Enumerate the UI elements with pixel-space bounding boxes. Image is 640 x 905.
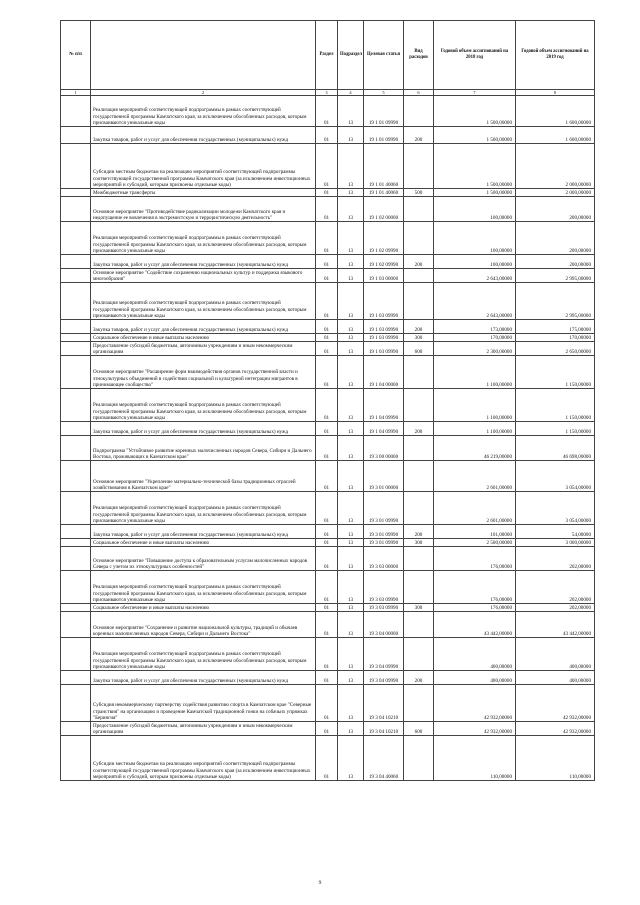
row-expense-type-cell — [404, 197, 434, 222]
row-allocation-2019-cell: 400,00000 — [516, 638, 595, 671]
row-target-article-cell: 19 1 02 09990 — [364, 255, 404, 269]
row-allocation-2018-cell: 2 601,00000 — [434, 461, 516, 492]
row-section-cell: 01 — [316, 547, 338, 571]
row-expense-type-cell — [404, 612, 434, 638]
row-target-article-cell: 19 1 01 40060 — [364, 189, 404, 197]
row-section-cell: 01 — [316, 492, 338, 525]
row-name-cell: Основное мероприятие "Расширение форм взаимодействия органов государственной власти и этнокультурных объединений в содействии социальной и культурной интеграции мигрантов в принимающее сообщество" — [91, 356, 316, 389]
row-expense-type-cell: 300 — [404, 539, 434, 547]
row-allocation-2019-cell: 2 995,00000 — [516, 269, 595, 283]
col-index: 7 — [434, 90, 516, 96]
col-header-name — [91, 21, 316, 90]
row-subsection-cell: 13 — [338, 189, 364, 197]
row-target-article-cell: 19 3 04 40060 — [364, 736, 404, 781]
row-section-cell: 01 — [316, 736, 338, 781]
row-allocation-2018-cell: 42 932,00000 — [434, 722, 516, 736]
row-number-cell — [61, 492, 91, 525]
row-target-article-cell: 19 3 04 10210 — [364, 722, 404, 736]
table-row — [61, 197, 595, 222]
row-subsection-cell: 13 — [338, 422, 364, 436]
table-row — [61, 571, 595, 604]
row-section-cell: 01 — [316, 422, 338, 436]
col-index: 6 — [404, 90, 434, 96]
row-subsection-cell: 13 — [338, 283, 364, 320]
row-subsection-cell: 13 — [338, 671, 364, 685]
row-allocation-2019-cell: 202,00000 — [516, 604, 595, 612]
row-number-cell — [61, 736, 91, 781]
table-row — [61, 222, 595, 255]
row-number-cell — [61, 539, 91, 547]
table-row — [61, 685, 595, 722]
row-target-article-cell: 19 1 03 09990 — [364, 320, 404, 334]
row-number-cell — [61, 255, 91, 269]
row-expense-type-cell — [404, 638, 434, 671]
row-name-cell: Социальное обеспечение и иные выплаты населению — [91, 334, 316, 342]
row-target-article-cell: 19 1 01 09990 — [364, 127, 404, 144]
row-allocation-2019-cell: 3 054,00000 — [516, 492, 595, 525]
row-name-cell: Закупка товаров, работ и услуг для обеспечения государственных (муниципальных) нужд — [91, 127, 316, 144]
row-name-cell: Реализация мероприятий соответствующей подпрограммы в рамках соответствующей государственной программы Камчатского края, за исключением обособленных расходов, которым присваиваются уникальные коды — [91, 638, 316, 671]
row-allocation-2018-cell: 100,00000 — [434, 197, 516, 222]
row-target-article-cell: 19 1 02 00000 — [364, 197, 404, 222]
row-subsection-cell: 13 — [338, 269, 364, 283]
row-expense-type-cell — [404, 492, 434, 525]
row-section-cell: 01 — [316, 612, 338, 638]
row-name-cell: Закупка товаров, работ и услуг для обеспечения государственных (муниципальных) нужд — [91, 255, 316, 269]
row-subsection-cell: 13 — [338, 255, 364, 269]
row-expense-type-cell: 600 — [404, 342, 434, 356]
table-row — [61, 638, 595, 671]
budget-table — [60, 20, 595, 781]
row-number-cell — [61, 356, 91, 389]
row-allocation-2018-cell: 400,00000 — [434, 671, 516, 685]
row-allocation-2019-cell: 54,00000 — [516, 525, 595, 539]
row-allocation-2019-cell: 170,00000 — [516, 334, 595, 342]
col-header-expense-type: Вид расходов — [404, 21, 434, 90]
table-row — [61, 189, 595, 197]
row-expense-type-cell: 200 — [404, 422, 434, 436]
table-row — [61, 269, 595, 283]
row-name-cell: Реализация мероприятий соответствующей подпрограммы в рамках соответствующей государственной программы Камчатского края, за исключением обособленных расходов, которым присваиваются уникальные коды — [91, 571, 316, 604]
row-expense-type-cell: 200 — [404, 525, 434, 539]
row-target-article-cell: 19 3 01 00000 — [364, 461, 404, 492]
row-subsection-cell: 13 — [338, 722, 364, 736]
row-name-cell: Основное мероприятие "Сохранение и развитие национальной культуры, традиций и обычаев коренных малочисленных народов Севера, Сибири и Дальнего Востока" — [91, 612, 316, 638]
row-expense-type-cell: 200 — [404, 255, 434, 269]
row-section-cell: 01 — [316, 96, 338, 127]
row-name-cell: Предоставление субсидий бюджетным, автономным учреждениям и иным некоммерческим организациям — [91, 722, 316, 736]
row-allocation-2019-cell: 202,00000 — [516, 547, 595, 571]
row-target-article-cell: 19 1 04 00000 — [364, 356, 404, 389]
row-number-cell — [61, 612, 91, 638]
row-expense-type-cell — [404, 547, 434, 571]
row-allocation-2018-cell: 1 100,00000 — [434, 422, 516, 436]
row-number-cell — [61, 436, 91, 461]
row-expense-type-cell — [404, 571, 434, 604]
row-section-cell: 01 — [316, 356, 338, 389]
row-subsection-cell: 13 — [338, 539, 364, 547]
row-expense-type-cell — [404, 96, 434, 127]
row-expense-type-cell: 500 — [404, 189, 434, 197]
row-section-cell: 01 — [316, 269, 338, 283]
col-header-allocation-2019: Годовой объем ассигнований на 2019 год — [516, 21, 595, 90]
row-allocation-2018-cell: 2 500,00000 — [434, 539, 516, 547]
row-allocation-2019-cell: 2 995,00000 — [516, 283, 595, 320]
row-number-cell — [61, 222, 91, 255]
row-target-article-cell: 19 1 02 09990 — [364, 222, 404, 255]
row-number-cell — [61, 269, 91, 283]
row-subsection-cell: 13 — [338, 571, 364, 604]
table-row — [61, 422, 595, 436]
row-allocation-2018-cell: 2 601,00000 — [434, 492, 516, 525]
row-number-cell — [61, 422, 91, 436]
row-allocation-2019-cell: 200,00000 — [516, 197, 595, 222]
table-row — [61, 389, 595, 422]
row-expense-type-cell: 200 — [404, 320, 434, 334]
row-number-cell — [61, 127, 91, 144]
row-name-cell: Субсидии местным бюджетам на реализацию мероприятий соответствующей подпрограммы соответствующей государственной программы Камчатского края (за исключением инвестиционных мероприятий и субсидий, которым присвоены отдельные коды) — [91, 736, 316, 781]
col-index: 1 — [61, 90, 91, 96]
row-name-cell: Основное мероприятие "Укрепление материально-технической базы традиционных отраслей хозяйствования в Камчатском крае" — [91, 461, 316, 492]
col-header-allocation-2018: Годовой объем ассигнований на 2018 год — [434, 21, 516, 90]
row-expense-type-cell — [404, 269, 434, 283]
table-row — [61, 342, 595, 356]
row-target-article-cell: 19 1 03 09990 — [364, 342, 404, 356]
row-number-cell — [61, 197, 91, 222]
col-index: 5 — [364, 90, 404, 96]
row-number-cell — [61, 342, 91, 356]
table-row — [61, 436, 595, 461]
header-row — [61, 21, 595, 90]
row-number-cell — [61, 671, 91, 685]
row-subsection-cell: 13 — [338, 127, 364, 144]
row-number-cell — [61, 547, 91, 571]
row-allocation-2019-cell: 2 650,00000 — [516, 342, 595, 356]
row-section-cell: 01 — [316, 389, 338, 422]
row-section-cell: 01 — [316, 685, 338, 722]
row-allocation-2019-cell: 202,00000 — [516, 571, 595, 604]
table-row — [61, 144, 595, 189]
row-target-article-cell: 19 1 03 09990 — [364, 283, 404, 320]
row-subsection-cell: 13 — [338, 685, 364, 722]
row-allocation-2019-cell: 1 150,00000 — [516, 389, 595, 422]
table-row — [61, 525, 595, 539]
row-allocation-2018-cell: 173,00000 — [434, 320, 516, 334]
row-expense-type-cell — [404, 356, 434, 389]
row-subsection-cell: 13 — [338, 461, 364, 492]
table-row — [61, 722, 595, 736]
table-row — [61, 612, 595, 638]
row-subsection-cell: 13 — [338, 638, 364, 671]
table-row — [61, 604, 595, 612]
table-row — [61, 461, 595, 492]
table-row — [61, 492, 595, 525]
row-section-cell: 01 — [316, 671, 338, 685]
row-allocation-2018-cell: 2 643,00000 — [434, 269, 516, 283]
row-allocation-2018-cell: 1 500,00000 — [434, 96, 516, 127]
row-section-cell: 01 — [316, 320, 338, 334]
row-name-cell: Основное мероприятие "Противодействие радикализации молодежи Камчатского края и недопущение ее вовлечения в экстремистскую и террористическую деятельность" — [91, 197, 316, 222]
row-name-cell: Реализация мероприятий соответствующей подпрограммы в рамках соответствующей государственной программы Камчатского края, за исключением обособленных расходов, которым присваиваются уникальные коды — [91, 389, 316, 422]
table-row — [61, 320, 595, 334]
row-section-cell: 01 — [316, 283, 338, 320]
table-row — [61, 96, 595, 127]
row-allocation-2018-cell: 176,00000 — [434, 547, 516, 571]
row-name-cell: Социальное обеспечение и иные выплаты населению — [91, 539, 316, 547]
row-expense-type-cell: 300 — [404, 604, 434, 612]
row-section-cell: 01 — [316, 222, 338, 255]
col-index: 4 — [338, 90, 364, 96]
row-section-cell: 01 — [316, 334, 338, 342]
row-allocation-2018-cell: 1 500,00000 — [434, 144, 516, 189]
row-name-cell: Основное мероприятие "Повышение доступа к образовательным услугам малочисленных народов Севера с учетом их этнокультурных особенностей" — [91, 547, 316, 571]
row-allocation-2018-cell: 1 100,00000 — [434, 356, 516, 389]
row-allocation-2019-cell: 46 698,00000 — [516, 436, 595, 461]
row-allocation-2018-cell: 170,00000 — [434, 334, 516, 342]
row-allocation-2019-cell: 1 150,00000 — [516, 356, 595, 389]
row-allocation-2018-cell: 42 932,00000 — [434, 685, 516, 722]
row-number-cell — [61, 571, 91, 604]
row-subsection-cell: 13 — [338, 144, 364, 189]
row-expense-type-cell — [404, 283, 434, 320]
row-allocation-2019-cell: 1 600,00000 — [516, 96, 595, 127]
row-section-cell: 01 — [316, 571, 338, 604]
row-section-cell: 01 — [316, 604, 338, 612]
row-name-cell: Предоставление субсидий бюджетным, автономным учреждениям и иным некоммерческим организациям — [91, 342, 316, 356]
row-number-cell — [61, 96, 91, 127]
row-subsection-cell: 13 — [338, 96, 364, 127]
row-expense-type-cell — [404, 144, 434, 189]
row-allocation-2018-cell: 2 643,00000 — [434, 283, 516, 320]
row-name-cell: Закупка товаров, работ и услуг для обеспечения государственных (муниципальных) нужд — [91, 525, 316, 539]
row-target-article-cell: 19 3 01 09990 — [364, 525, 404, 539]
row-section-cell: 01 — [316, 436, 338, 461]
row-name-cell: Закупка товаров, работ и услуг для обеспечения государственных (муниципальных) нужд — [91, 671, 316, 685]
row-number-cell — [61, 189, 91, 197]
row-subsection-cell: 13 — [338, 436, 364, 461]
table-row — [61, 671, 595, 685]
row-allocation-2019-cell: 3 000,00000 — [516, 539, 595, 547]
row-allocation-2019-cell: 42 932,00000 — [516, 722, 595, 736]
row-subsection-cell: 13 — [338, 547, 364, 571]
row-allocation-2018-cell: 100,00000 — [434, 222, 516, 255]
col-header-number: № п/п — [61, 21, 91, 90]
row-number-cell — [61, 638, 91, 671]
row-number-cell — [61, 525, 91, 539]
page-number: 9 — [318, 880, 322, 886]
row-allocation-2019-cell: 110,00000 — [516, 736, 595, 781]
table-row — [61, 334, 595, 342]
row-allocation-2019-cell: 43 442,00000 — [516, 612, 595, 638]
budget-table-sheet — [60, 20, 594, 781]
row-target-article-cell: 19 3 00 00000 — [364, 436, 404, 461]
row-name-cell: Межбюджетные трансферты — [91, 189, 316, 197]
row-section-cell: 01 — [316, 461, 338, 492]
row-number-cell — [61, 722, 91, 736]
row-allocation-2019-cell: 1 150,00000 — [516, 422, 595, 436]
row-section-cell: 01 — [316, 539, 338, 547]
row-allocation-2018-cell: 176,00000 — [434, 604, 516, 612]
row-number-cell — [61, 685, 91, 722]
row-subsection-cell: 13 — [338, 525, 364, 539]
row-section-cell: 01 — [316, 525, 338, 539]
row-target-article-cell: 19 1 04 09990 — [364, 389, 404, 422]
row-allocation-2018-cell: 110,00000 — [434, 736, 516, 781]
row-allocation-2019-cell: 200,00000 — [516, 255, 595, 269]
col-header-section: Раздел — [316, 21, 338, 90]
row-subsection-cell: 13 — [338, 320, 364, 334]
row-allocation-2019-cell: 3 054,00000 — [516, 461, 595, 492]
row-target-article-cell: 19 1 01 09990 — [364, 96, 404, 127]
row-subsection-cell: 13 — [338, 604, 364, 612]
table-row — [61, 127, 595, 144]
row-name-cell: Социальное обеспечение и иные выплаты населению — [91, 604, 316, 612]
row-target-article-cell: 19 3 01 09990 — [364, 492, 404, 525]
row-section-cell: 01 — [316, 722, 338, 736]
row-name-cell: Реализация мероприятий соответствующей подпрограммы в рамках соответствующей государственной программы Камчатского края, за исключением обособленных расходов, которым присваиваются уникальные коды — [91, 222, 316, 255]
table-body — [61, 96, 595, 781]
row-name-cell: Субсидия некоммерческому партнерству содействия развитию спорта в Камчатском крае "Северные странствия" на организацию и проведение Камчатской традиционной гонки на собачьих упряжках "Берингия" — [91, 685, 316, 722]
col-index: 2 — [91, 90, 316, 96]
row-section-cell: 01 — [316, 189, 338, 197]
row-subsection-cell: 13 — [338, 356, 364, 389]
row-number-cell — [61, 334, 91, 342]
row-allocation-2018-cell: 100,00000 — [434, 255, 516, 269]
table-row — [61, 283, 595, 320]
row-name-cell: Субсидии местным бюджетам на реализацию мероприятий соответствующей подпрограммы соответствующей государственной программы Камчатского края (за исключением инвестиционных мероприятий и субсидий, которым присвоены отдельные коды) — [91, 144, 316, 189]
col-header-target-article: Целевая статья — [364, 21, 404, 90]
row-allocation-2018-cell: 2 300,00000 — [434, 342, 516, 356]
col-header-subsection: Подраздел — [338, 21, 364, 90]
row-number-cell — [61, 389, 91, 422]
row-subsection-cell: 13 — [338, 342, 364, 356]
row-subsection-cell: 13 — [338, 389, 364, 422]
table-row — [61, 539, 595, 547]
row-target-article-cell: 19 1 03 00000 — [364, 269, 404, 283]
row-expense-type-cell — [404, 685, 434, 722]
row-allocation-2019-cell: 42 932,00000 — [516, 685, 595, 722]
table-row — [61, 736, 595, 781]
row-subsection-cell: 13 — [338, 222, 364, 255]
row-target-article-cell: 19 1 01 40060 — [364, 144, 404, 189]
row-allocation-2018-cell: 1 500,00000 — [434, 127, 516, 144]
row-expense-type-cell — [404, 222, 434, 255]
row-allocation-2018-cell: 46 219,00000 — [434, 436, 516, 461]
row-allocation-2019-cell: 2 000,00000 — [516, 189, 595, 197]
row-target-article-cell: 19 3 01 09990 — [364, 539, 404, 547]
row-number-cell — [61, 144, 91, 189]
row-allocation-2018-cell: 1 100,00000 — [434, 389, 516, 422]
col-index: 8 — [516, 90, 595, 96]
row-expense-type-cell — [404, 389, 434, 422]
row-name-cell: Подпрограмма "Устойчивое развитие коренных малочисленных народов Севера, Сибири и Дальнего Востока, проживающих в Камчатском крае" — [91, 436, 316, 461]
row-allocation-2019-cell: 1 600,00000 — [516, 127, 595, 144]
row-allocation-2018-cell: 43 442,00000 — [434, 612, 516, 638]
row-expense-type-cell: 200 — [404, 671, 434, 685]
row-target-article-cell: 19 3 04 09990 — [364, 638, 404, 671]
table-row — [61, 547, 595, 571]
row-name-cell: Реализация мероприятий соответствующей подпрограммы в рамках соответствующей государственной программы Камчатского края, за исключением обособленных расходов, которым присваиваются уникальные коды — [91, 283, 316, 320]
row-allocation-2018-cell: 101,00000 — [434, 525, 516, 539]
table-row — [61, 255, 595, 269]
row-section-cell: 01 — [316, 342, 338, 356]
row-section-cell: 01 — [316, 144, 338, 189]
row-subsection-cell: 13 — [338, 736, 364, 781]
row-number-cell — [61, 461, 91, 492]
row-section-cell: 01 — [316, 197, 338, 222]
row-section-cell: 01 — [316, 127, 338, 144]
row-number-cell — [61, 320, 91, 334]
row-allocation-2019-cell: 175,00000 — [516, 320, 595, 334]
row-name-cell: Реализация мероприятий соответствующей подпрограммы в рамках соответствующей государственной программы Камчатского края, за исключением обособленных расходов, которым присваиваются уникальные коды — [91, 492, 316, 525]
row-allocation-2018-cell: 1 500,00000 — [434, 189, 516, 197]
row-target-article-cell: 19 3 04 10210 — [364, 685, 404, 722]
row-expense-type-cell — [404, 436, 434, 461]
row-target-article-cell: 19 1 04 09990 — [364, 422, 404, 436]
row-target-article-cell: 19 1 03 09990 — [364, 334, 404, 342]
row-allocation-2019-cell: 2 000,00000 — [516, 144, 595, 189]
col-index: 3 — [316, 90, 338, 96]
row-section-cell: 01 — [316, 638, 338, 671]
row-expense-type-cell — [404, 736, 434, 781]
row-target-article-cell: 19 3 03 00000 — [364, 547, 404, 571]
row-name-cell: Закупка товаров, работ и услуг для обеспечения государственных (муниципальных) нужд — [91, 320, 316, 334]
row-number-cell — [61, 283, 91, 320]
row-section-cell: 01 — [316, 255, 338, 269]
row-name-cell: Закупка товаров, работ и услуг для обеспечения государственных (муниципальных) нужд — [91, 422, 316, 436]
row-subsection-cell: 13 — [338, 334, 364, 342]
row-subsection-cell: 13 — [338, 612, 364, 638]
table-row — [61, 356, 595, 389]
row-expense-type-cell — [404, 461, 434, 492]
row-name-cell: Основное мероприятие "Содействие сохранению национальных культур и поддержка языкового многообразия" — [91, 269, 316, 283]
row-allocation-2019-cell: 200,00000 — [516, 222, 595, 255]
row-name-cell: Реализация мероприятий соответствующей подпрограммы в рамках соответствующей государственной программы Камчатского края, за исключением обособленных расходов, которым присваиваются уникальные коды — [91, 96, 316, 127]
row-target-article-cell: 19 3 04 00000 — [364, 612, 404, 638]
row-subsection-cell: 13 — [338, 197, 364, 222]
row-allocation-2019-cell: 400,00000 — [516, 671, 595, 685]
row-expense-type-cell: 600 — [404, 722, 434, 736]
row-allocation-2018-cell: 176,00000 — [434, 571, 516, 604]
row-allocation-2018-cell: 400,00000 — [434, 638, 516, 671]
row-number-cell — [61, 604, 91, 612]
row-target-article-cell: 19 3 03 09990 — [364, 604, 404, 612]
row-expense-type-cell: 300 — [404, 334, 434, 342]
row-subsection-cell: 13 — [338, 492, 364, 525]
row-target-article-cell: 19 3 03 09990 — [364, 571, 404, 604]
row-expense-type-cell: 200 — [404, 127, 434, 144]
row-target-article-cell: 19 3 04 09990 — [364, 671, 404, 685]
